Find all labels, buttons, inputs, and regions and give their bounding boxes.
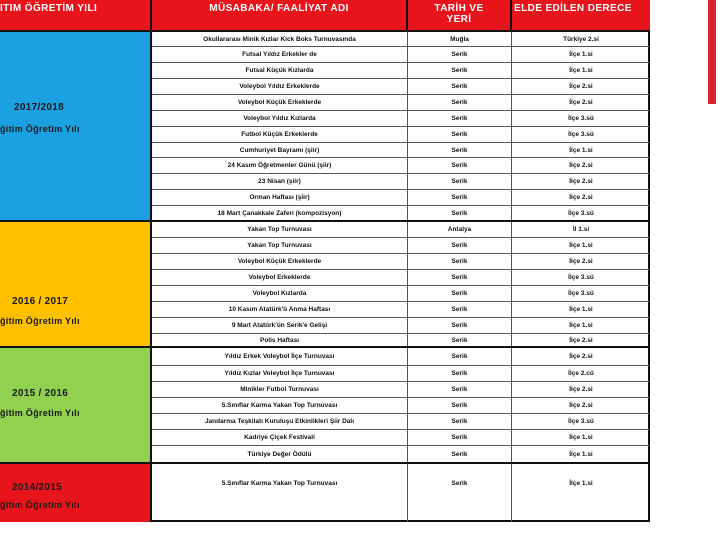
table-row: [152, 63, 650, 79]
degree-cell: İlçe 2.si: [569, 353, 593, 360]
event-cell: Futbol Küçük Erkeklerde: [152, 127, 408, 142]
degree-cell: İlçe 1.si: [569, 306, 593, 313]
degree-cell: İlçe 2.si: [569, 402, 593, 409]
event-cell: 24 Kasım Öğretmenler Günü (şiir): [152, 158, 408, 173]
date-cell: Serik: [408, 398, 512, 413]
degree-cell: İlçe 3.sü: [568, 115, 594, 122]
degree-cell: İlçe 2.cü: [568, 370, 594, 377]
event-cell: Yıldız Kızlar Voleybol İlçe Turnuvası: [152, 366, 408, 381]
degree-cell: İlçe 1.si: [569, 434, 593, 441]
event-cell: Voleybol Yıldız Erkeklerde: [152, 79, 408, 94]
event-cell: 5.Sınıflar Karma Yakan Top Turnuvası: [152, 464, 408, 522]
degree-cell: İlçe 2.si: [569, 258, 593, 265]
date-cell: Serik: [408, 382, 512, 397]
table-row: [152, 302, 650, 318]
event-cell: Voleybol Küçük Erkeklerde: [152, 254, 408, 269]
degree-cell: İlçe 3.sü: [568, 274, 594, 281]
date-cell: Serik: [408, 366, 512, 381]
event-cell: 10 Kasım Atatürk'ü Anma Haftası: [152, 302, 408, 317]
header-degree-label: ELDE EDİLEN DERECE: [514, 3, 632, 14]
table-row: [152, 190, 650, 206]
year-sub-label: ğitim Öğretim Yılı: [0, 124, 80, 134]
event-cell: Futsal Yıldız Erkekler de: [152, 47, 408, 62]
event-cell: 9 Mart Atatürk'ün Serik'e Gelişi: [152, 318, 408, 333]
event-cell: Okullararası Minik Kızlar Kick Boks Turnuvasında: [152, 32, 408, 46]
date-cell: Serik: [408, 238, 512, 253]
header-date-line1: TARİH VE: [434, 3, 484, 14]
table-row: [152, 32, 650, 47]
table-row: [152, 270, 650, 286]
table-row: [152, 382, 650, 398]
degree-cell: İlçe 2.si: [569, 194, 593, 201]
degree-cell: İlçe 3.sü: [568, 290, 594, 297]
header-event-label: MÜSABAKA/ FAALİYAT ADI: [209, 3, 349, 14]
table-row: [152, 47, 650, 63]
degree-cell: İlçe 1.si: [569, 146, 593, 154]
date-cell: Serik: [408, 464, 512, 522]
year-block-2015: [0, 348, 152, 464]
degree-cell: İlçe 2.si: [569, 336, 593, 344]
degree-cell: İlçe 1.si: [569, 242, 593, 249]
table-row: [152, 446, 650, 464]
date-cell: Serik: [408, 79, 512, 94]
event-cell: Yakan Top Turnuvası: [152, 222, 408, 237]
date-cell: Serik: [408, 254, 512, 269]
year-block-2016: [0, 222, 152, 348]
event-cell: Jandarma Teşkilatı Kuruluşu Etkinlikleri Şiir Dalı: [152, 414, 408, 429]
date-cell: Serik: [408, 318, 512, 333]
event-cell: Futsal Küçük Kızlarda: [152, 63, 408, 78]
date-cell: Serik: [408, 430, 512, 445]
year-sub-label: ğitim Öğretim Yılı: [0, 408, 80, 418]
degree-cell: İlçe 2.si: [569, 386, 593, 393]
date-cell: Serik: [408, 446, 512, 462]
degree-cell: İlçe 1.si: [569, 67, 593, 74]
table-row: [152, 143, 650, 158]
degree-cell: İlçe 2.si: [569, 83, 593, 90]
year-sub-label: ğitim Öğretim Yılı: [0, 316, 80, 326]
event-cell: Voleybol Yıldız Kızlarda: [152, 111, 408, 126]
date-cell: Muğla: [408, 32, 512, 46]
event-cell: 18 Mart Çanakkale Zaferi (kompozisyon): [152, 206, 408, 220]
event-cell: Cumhuriyet Bayramı (şiir): [152, 143, 408, 157]
date-cell: Serik: [408, 286, 512, 301]
table-row: [152, 158, 650, 174]
degree-cell: İlçe 2.si: [569, 99, 593, 106]
event-cell: Polis Haftası: [152, 334, 408, 346]
table-row: [152, 127, 650, 143]
year-label: 2016 / 2017: [12, 296, 69, 307]
table-row: [152, 79, 650, 95]
year-label: 2015 / 2016: [12, 388, 69, 399]
date-cell: Serik: [408, 47, 512, 62]
table-row: [152, 318, 650, 334]
degree-cell: Türkiye 2.si: [563, 35, 599, 43]
year-label: 2014/2015: [12, 482, 62, 493]
date-cell: Serik: [408, 270, 512, 285]
year-block-2017: [0, 32, 152, 222]
header-year: [0, 0, 152, 32]
date-cell: Serik: [408, 174, 512, 189]
table-row: [152, 254, 650, 270]
event-cell: 5.Sınıflar Karma Yakan Top Turnuvası: [152, 398, 408, 413]
table-row: [152, 95, 650, 111]
table-row: [152, 238, 650, 254]
event-cell: Minikler Futbol Turnuvası: [152, 382, 408, 397]
table-row: [152, 464, 650, 522]
year-label: 2017/2018: [14, 102, 64, 113]
table-row: [152, 366, 650, 382]
event-cell: Kadriye Çiçek Festivali: [152, 430, 408, 445]
year-sub-label: ğitim Öğretim Yılı: [0, 500, 80, 510]
year-block-2014: [0, 464, 152, 522]
degree-cell: İlçe 3.sü: [568, 131, 594, 138]
date-cell: Serik: [408, 190, 512, 205]
degree-cell: İlçe 3.sü: [568, 209, 594, 217]
table-row: [152, 334, 650, 348]
degree-cell: İl 1.si: [572, 226, 590, 233]
event-cell: Voleybol Kızlarda: [152, 286, 408, 301]
degree-cell: İlçe 1.si: [569, 322, 593, 329]
date-cell: Antalya: [408, 222, 512, 237]
header-date: [408, 0, 512, 32]
event-cell: Yıldız Erkek Voleybol İlçe Turnuvası: [152, 348, 408, 365]
table-row: [152, 111, 650, 127]
degree-cell: İlçe 2.si: [569, 178, 593, 185]
event-cell: Voleybol Küçük Erkeklerde: [152, 95, 408, 110]
header-event: [152, 0, 408, 32]
event-cell: Orman Haftası (şiir): [152, 190, 408, 205]
date-cell: Serik: [408, 414, 512, 429]
date-cell: Serik: [408, 143, 512, 157]
table-row: [152, 414, 650, 430]
table-row: [152, 286, 650, 302]
degree-cell: İlçe 1.si: [569, 480, 593, 487]
degree-cell: İlçe 1.si: [569, 450, 593, 458]
table-row: [152, 174, 650, 190]
degree-cell: İlçe 1.si: [569, 51, 593, 58]
event-cell: Türkiye Değer Ödülü: [152, 446, 408, 462]
date-cell: Serik: [408, 348, 512, 365]
degree-cell: İlçe 3.sü: [568, 418, 594, 425]
table-row: [152, 222, 650, 238]
event-cell: Voleybol Erkeklerde: [152, 270, 408, 285]
event-cell: 23 Nisan (şiir): [152, 174, 408, 189]
date-cell: Serik: [408, 95, 512, 110]
degree-cell: İlçe 2.si: [569, 162, 593, 169]
date-cell: Serik: [408, 111, 512, 126]
header-year-label: ITIM ÖĞRETİM YILI: [0, 3, 98, 14]
table-row: [152, 430, 650, 446]
date-cell: Serik: [408, 206, 512, 220]
event-cell: Yakan Top Turnuvası: [152, 238, 408, 253]
date-cell: Serik: [408, 334, 512, 346]
accent-bar: [708, 0, 716, 104]
date-cell: Serik: [408, 302, 512, 317]
date-cell: Serik: [408, 63, 512, 78]
table-row: [152, 398, 650, 414]
date-cell: Serik: [408, 158, 512, 173]
table-row: [152, 348, 650, 366]
table-row: [152, 206, 650, 222]
date-cell: Serik: [408, 127, 512, 142]
header-degree: [512, 0, 650, 32]
header-date-line2: YERİ: [446, 14, 472, 25]
